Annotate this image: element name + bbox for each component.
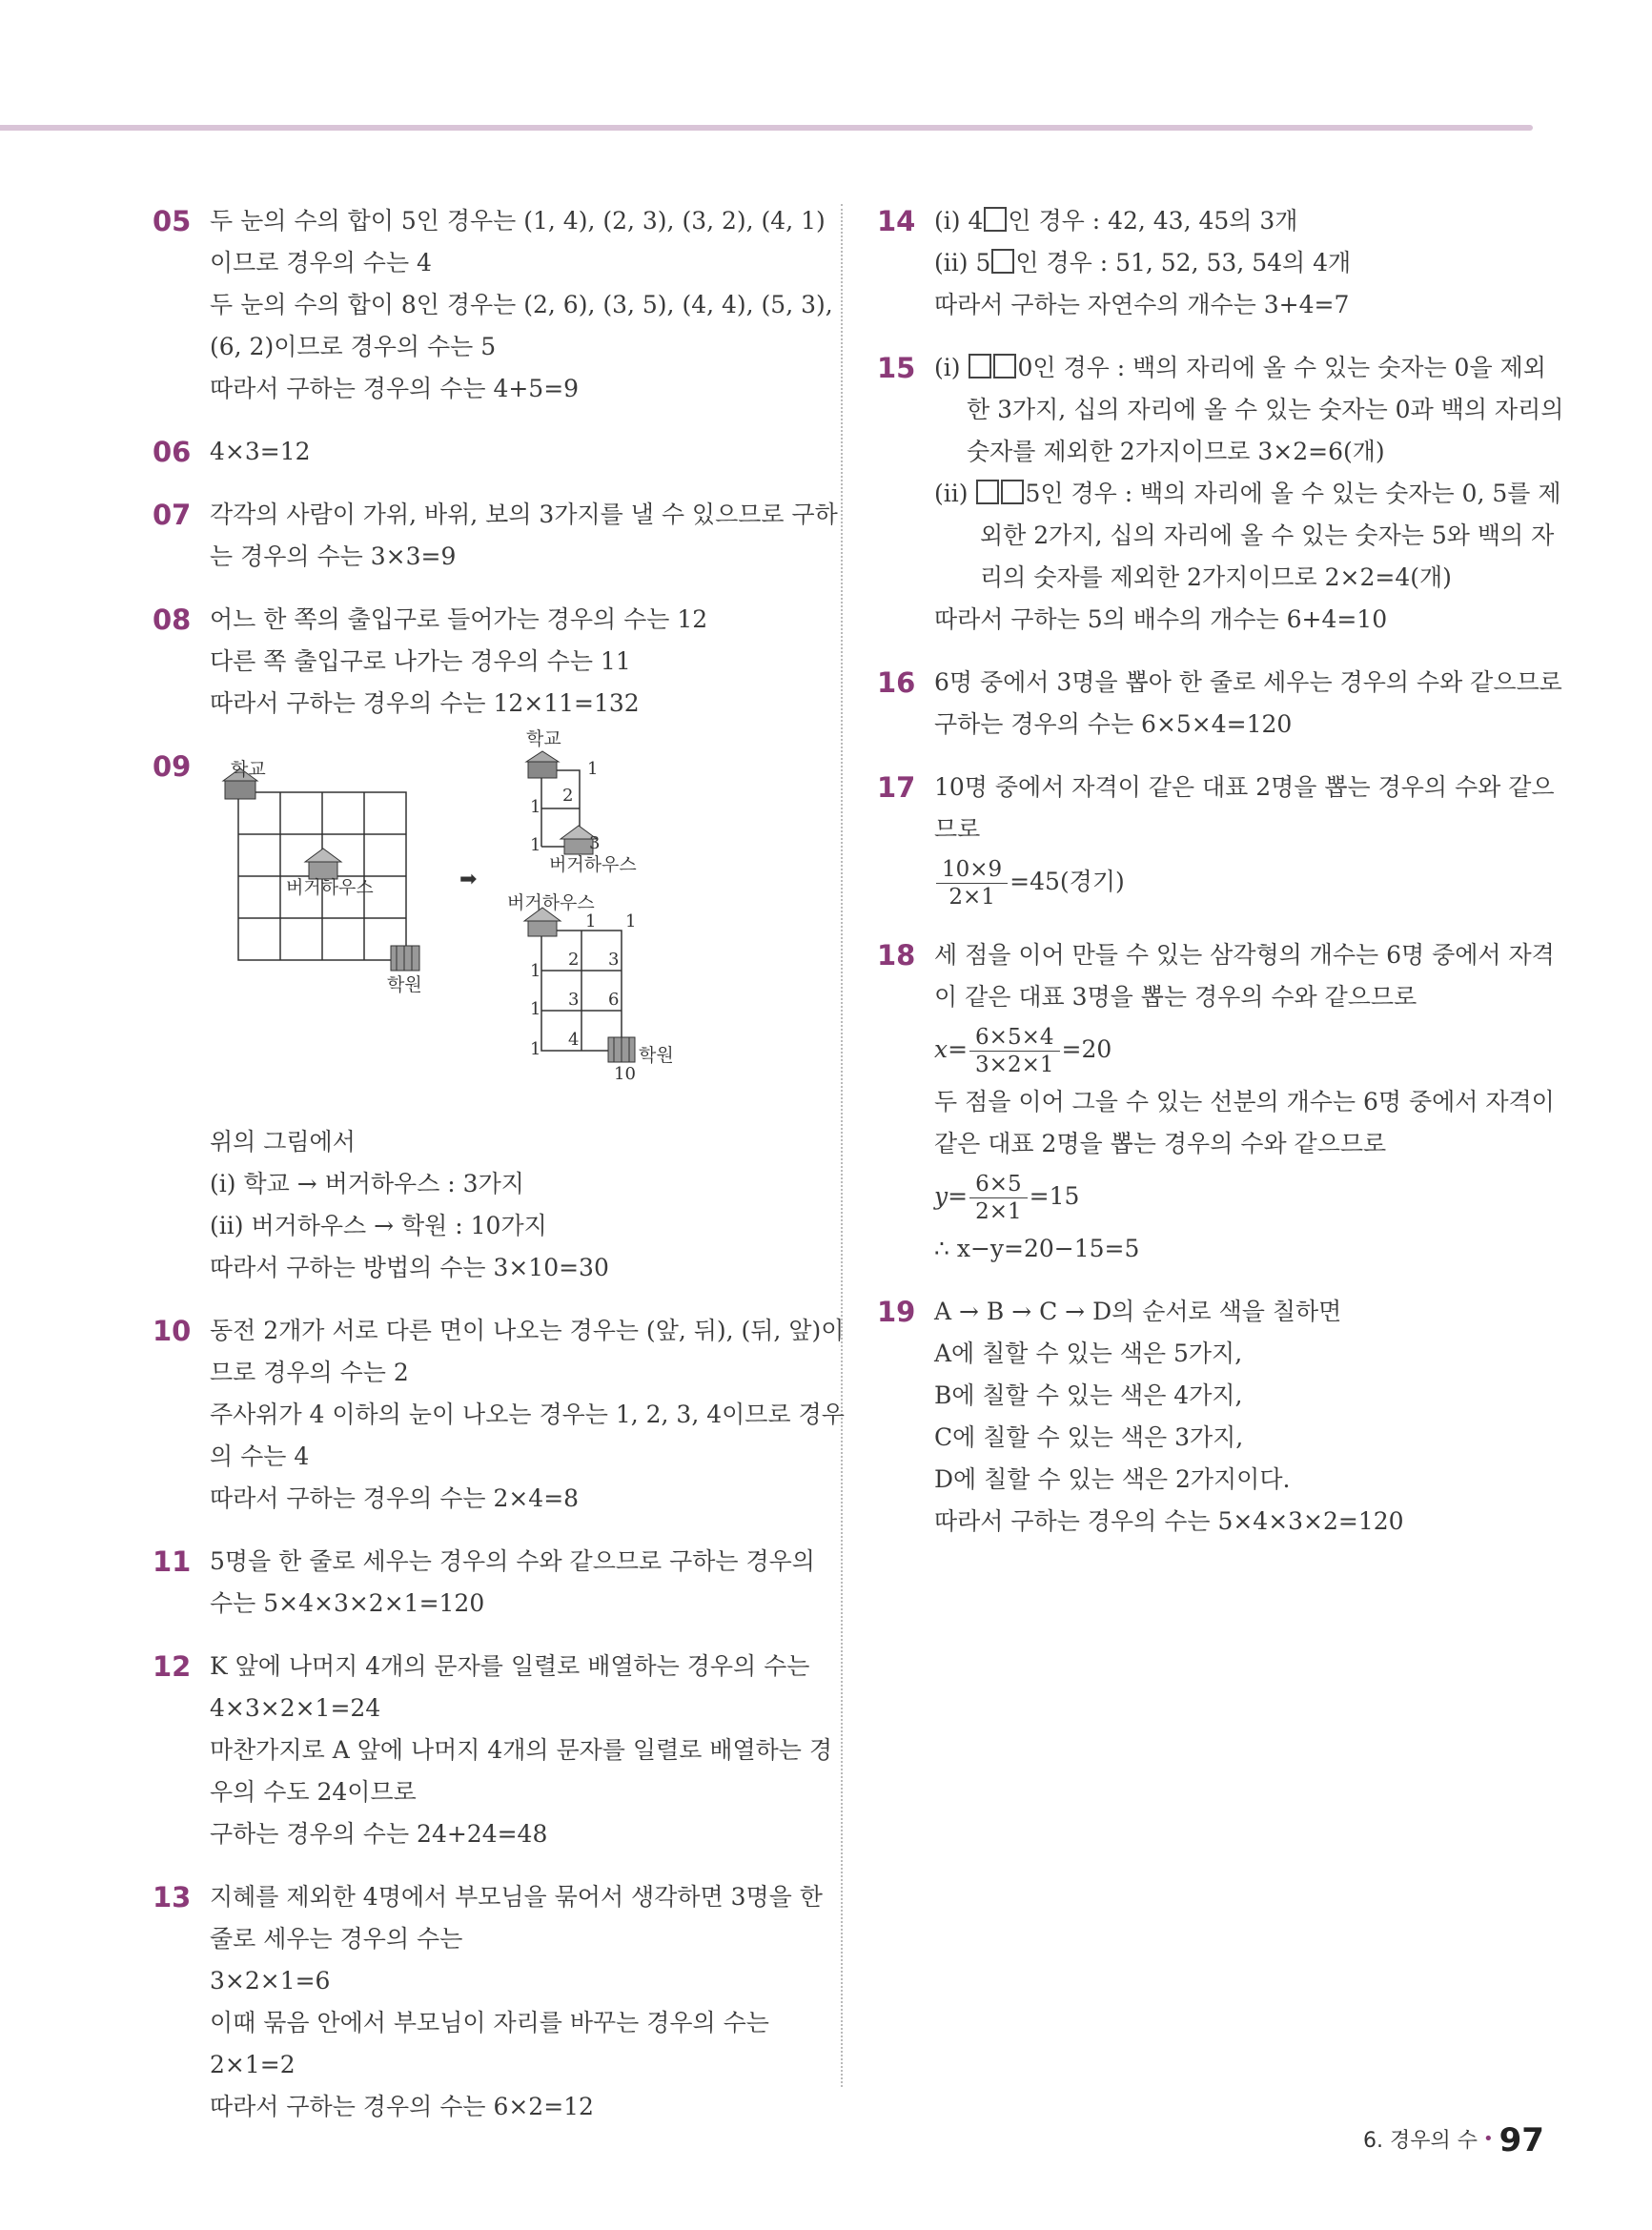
solution-line: 2×1=2	[210, 2051, 296, 2078]
problem-12	[153, 1646, 832, 1855]
solution-line: 마찬가지로 A 앞에 나머지 4개의 문자를 일렬로 배열하는 경	[210, 1736, 832, 1764]
count-label: 1	[530, 961, 541, 981]
problem-09	[153, 728, 810, 1289]
solution-line	[934, 473, 1561, 515]
blank-box-icon	[991, 249, 1014, 274]
label-burger-house: 버거하우스	[507, 892, 595, 913]
solution-line	[934, 242, 1535, 284]
label-school: 학교	[526, 728, 561, 749]
solution-line: 다른 쪽 출입구로 나가는 경우의 수는 11	[210, 647, 631, 675]
page-number: 97	[1499, 2121, 1544, 2159]
problem-number: 10	[153, 1315, 192, 1347]
solution-line: 4×3×2×1=24	[210, 1694, 381, 1722]
problem-16	[877, 662, 1562, 746]
label-burger-house: 버거하우스	[549, 854, 637, 875]
line-text: 인 경우 : 42, 43, 45의 3개	[1008, 207, 1298, 235]
count-label: 1	[585, 911, 597, 931]
solution-line: A → B → C → D의 순서로 색을 칠하면	[934, 1298, 1342, 1325]
problem-number: 09	[153, 750, 192, 783]
solution-line: 이 같은 대표 3명을 뽑는 경우의 수와 같으므로	[934, 983, 1417, 1011]
variable-y: y=	[934, 1182, 969, 1210]
solution-line: 의 수는 4	[210, 1442, 310, 1470]
variable-x: x=	[934, 1035, 969, 1063]
count-label: 2	[568, 950, 580, 970]
solution-line: B에 칠할 수 있는 색은 4가지,	[934, 1381, 1243, 1409]
bullet-icon: •	[1483, 2129, 1494, 2149]
problem-14	[877, 200, 1535, 326]
solution-line: ∴ x−y=20−15=5	[934, 1235, 1140, 1262]
solution-line: 두 눈의 수의 합이 5인 경우는 (1, 4), (2, 3), (3, 2), (4, 1)	[210, 207, 826, 235]
fraction	[969, 1171, 1028, 1225]
solution-line: 주사위가 4 이하의 눈이 나오는 경우는 1, 2, 3, 4이므로 경우	[210, 1401, 845, 1428]
solution-line: (6, 2)이므로 경우의 수는 5	[210, 333, 497, 360]
problem-13	[153, 1876, 823, 2128]
fraction-line	[934, 1165, 1535, 1228]
blank-box-icon	[993, 354, 1016, 378]
problem-number: 11	[153, 1545, 192, 1578]
count-label: 3	[608, 950, 620, 970]
solution-line: 따라서 구하는 자연수의 개수는 3+4=7	[934, 291, 1350, 318]
fraction-line	[934, 1018, 1535, 1081]
solution-line: 따라서 구하는 방법의 수는 3×10=30	[210, 1254, 609, 1281]
problem-06	[153, 431, 810, 473]
numerator: 10×9	[936, 856, 1008, 884]
solution-line: (ⅰ) 학교 → 버거하우스 : 3가지	[210, 1170, 524, 1197]
line-text: 5인 경우 : 백의 자리에 올 수 있는 숫자는 0, 5를 제	[1025, 480, 1561, 507]
fraction	[936, 856, 1008, 910]
count-label: 1	[625, 911, 637, 931]
blank-box-icon	[969, 354, 991, 378]
solution-line: 세 점을 이어 만들 수 있는 삼각형의 개수는 6명 중에서 자격	[934, 941, 1555, 969]
column-divider	[841, 204, 843, 2087]
blank-box-icon	[1001, 480, 1024, 504]
line-text: =20	[1061, 1035, 1112, 1063]
count-label: 3	[568, 990, 580, 1010]
problem-number: 07	[153, 499, 192, 531]
solution-line: 이때 묶음 안에서 부모님이 자리를 바꾸는 경우의 수는	[210, 2009, 769, 2036]
solution-line: 한 3가지, 십의 자리에 올 수 있는 숫자는 0과 백의 자리의	[967, 396, 1564, 423]
problem-number: 06	[153, 436, 192, 468]
right-column	[877, 200, 1564, 1564]
solution-line: 두 점을 이어 그을 수 있는 선분의 개수는 6명 중에서 자격이	[934, 1088, 1555, 1115]
solution-line: (ⅱ) 버거하우스 → 학원 : 10가지	[210, 1212, 547, 1239]
label-academy: 학원	[639, 1045, 674, 1066]
problem-number: 12	[153, 1650, 192, 1683]
solution-line: 따라서 구하는 경우의 수는 12×11=132	[210, 689, 640, 717]
left-column	[153, 200, 845, 2149]
problem-number: 05	[153, 205, 192, 237]
blank-box-icon	[984, 207, 1007, 232]
solution-line: 우의 수도 24이므로	[210, 1778, 417, 1806]
solution-line: 6명 중에서 3명을 뽑아 한 줄로 세우는 경우의 수와 같으므로	[934, 668, 1562, 696]
solution-line: 므로	[934, 815, 981, 843]
solution-line: 5명을 한 줄로 세우는 경우의 수와 같으므로 구하는 경우의	[210, 1547, 815, 1575]
solution-line: 각각의 사람이 가위, 바위, 보의 3가지를 낼 수 있으므로 구하	[210, 501, 838, 528]
problem-05	[153, 200, 833, 410]
solution-line: 리의 숫자를 제외한 2가지이므로 2×2=4(개)	[980, 563, 1452, 591]
count-label: 1	[530, 1039, 541, 1059]
solution-line: 외한 2가지, 십의 자리에 올 수 있는 숫자는 5와 백의 자	[980, 522, 1555, 549]
count-label: 3	[589, 833, 601, 853]
count-label: 1	[530, 797, 541, 817]
count-label: 10	[614, 1064, 636, 1084]
count-label: 6	[608, 990, 620, 1010]
solution-line: 두 눈의 수의 합이 8인 경우는 (2, 6), (3, 5), (4, 4), (5, 3),	[210, 291, 833, 318]
solution-line: 구하는 경우의 수는 24+24=48	[210, 1820, 548, 1848]
problem-number: 19	[877, 1296, 916, 1328]
problem-number: 17	[877, 771, 916, 804]
problem-number: 18	[877, 939, 916, 972]
school-icon	[526, 751, 559, 778]
problem-10	[153, 1310, 845, 1520]
count-label: 1	[587, 759, 599, 779]
line-text: (ⅰ)	[934, 354, 969, 381]
line-text: =15	[1029, 1182, 1080, 1210]
solution-line: A에 칠할 수 있는 색은 5가지,	[934, 1340, 1243, 1367]
count-label: 1	[530, 999, 541, 1019]
solution-line: C에 칠할 수 있는 색은 3가지,	[934, 1423, 1244, 1451]
solution-line: 따라서 구하는 5의 배수의 개수는 6+4=10	[934, 605, 1388, 633]
solution-line	[934, 347, 1546, 389]
academy-icon	[391, 946, 419, 971]
problem-19	[877, 1291, 1535, 1543]
line-text: (ⅰ) 4	[934, 207, 984, 235]
header-bar	[0, 125, 1533, 131]
fraction	[969, 1024, 1059, 1078]
solution-line: 는 경우의 수는 3×3=9	[210, 542, 457, 570]
solution-line: 따라서 구하는 경우의 수는 5×4×3×2=120	[934, 1507, 1404, 1535]
line-text: 인 경우 : 51, 52, 53, 54의 4개	[1015, 249, 1352, 276]
solution-line: 지혜를 제외한 4명에서 부모님을 묶어서 생각하면 3명을 한	[210, 1883, 823, 1911]
solution-line: 수는 5×4×3×2×1=120	[210, 1589, 485, 1617]
line-text: =45(경기)	[1010, 868, 1125, 895]
solution-line: 이므로 경우의 수는 4	[210, 249, 432, 276]
problem-number: 16	[877, 666, 916, 699]
count-label: 4	[568, 1030, 580, 1050]
line-text: (ⅱ)	[934, 480, 976, 507]
problem-17	[877, 767, 1555, 913]
numerator: 6×5×4	[969, 1024, 1059, 1052]
problem-18	[877, 934, 1555, 1270]
problem-07	[153, 494, 838, 578]
denominator: 2×1	[975, 1199, 1022, 1224]
problem-08	[153, 599, 810, 725]
label-burger-house: 버거하우스	[286, 877, 374, 898]
page-footer	[1363, 2121, 1544, 2159]
academy-icon	[608, 1037, 635, 1062]
solution-line: 숫자를 제외한 2가지이므로 3×2=6(개)	[967, 438, 1385, 465]
chapter-title: 6. 경우의 수	[1363, 2129, 1478, 2153]
solution-line: 위의 그림에서	[210, 1128, 356, 1156]
label-school: 학교	[231, 759, 266, 780]
solution-line: 10명 중에서 자격이 같은 대표 2명을 뽑는 경우의 수와 같으	[934, 773, 1555, 801]
problem-number: 13	[153, 1881, 192, 1913]
problem-11	[153, 1541, 815, 1625]
problem-number: 14	[877, 205, 916, 237]
count-label: 2	[562, 786, 574, 806]
solution-line: 구하는 경우의 수는 6×5×4=120	[934, 710, 1293, 738]
fraction-line	[934, 850, 1535, 913]
numerator: 6×5	[969, 1171, 1028, 1198]
count-label: 1	[530, 835, 541, 855]
denominator: 3×2×1	[975, 1053, 1054, 1077]
arrow-icon: ➡	[459, 868, 478, 891]
blank-box-icon	[976, 480, 999, 504]
problem-number: 08	[153, 604, 192, 636]
solution-line: D에 칠할 수 있는 색은 2가지이다.	[934, 1465, 1291, 1493]
label-academy: 학원	[387, 974, 422, 995]
denominator: 2×1	[948, 885, 995, 910]
solution-line: 따라서 구하는 경우의 수는 2×4=8	[210, 1484, 580, 1512]
solution-line: 따라서 구하는 경우의 수는 6×2=12	[210, 2093, 594, 2120]
problem-15	[877, 347, 1564, 641]
solution-line: 같은 대표 2명을 뽑는 경우의 수와 같으므로	[934, 1130, 1387, 1157]
solution-line: 어느 한 쪽의 출입구로 들어가는 경우의 수는 12	[210, 605, 708, 633]
solution-line: 따라서 구하는 경우의 수는 4+5=9	[210, 375, 580, 402]
solution-line	[934, 200, 1535, 242]
problem-number: 15	[877, 352, 916, 384]
solution-line: K 앞에 나머지 4개의 문자를 일렬로 배열하는 경우의 수는	[210, 1652, 810, 1680]
solution-line: 동전 2개가 서로 다른 면이 나오는 경우는 (앞, 뒤), (뒤, 앞)이	[210, 1317, 845, 1344]
solution-line: 4×3=12	[210, 438, 311, 465]
route-figure	[210, 728, 810, 1121]
line-text: (ⅱ) 5	[934, 249, 991, 276]
route-diagram	[210, 749, 820, 1121]
solution-line: 3×2×1=6	[210, 1967, 331, 1995]
solution-line: 므로 경우의 수는 2	[210, 1359, 409, 1386]
solution-line: 줄로 세우는 경우의 수는	[210, 1925, 463, 1953]
line-text: 0인 경우 : 백의 자리에 올 수 있는 숫자는 0을 제외	[1017, 354, 1546, 381]
